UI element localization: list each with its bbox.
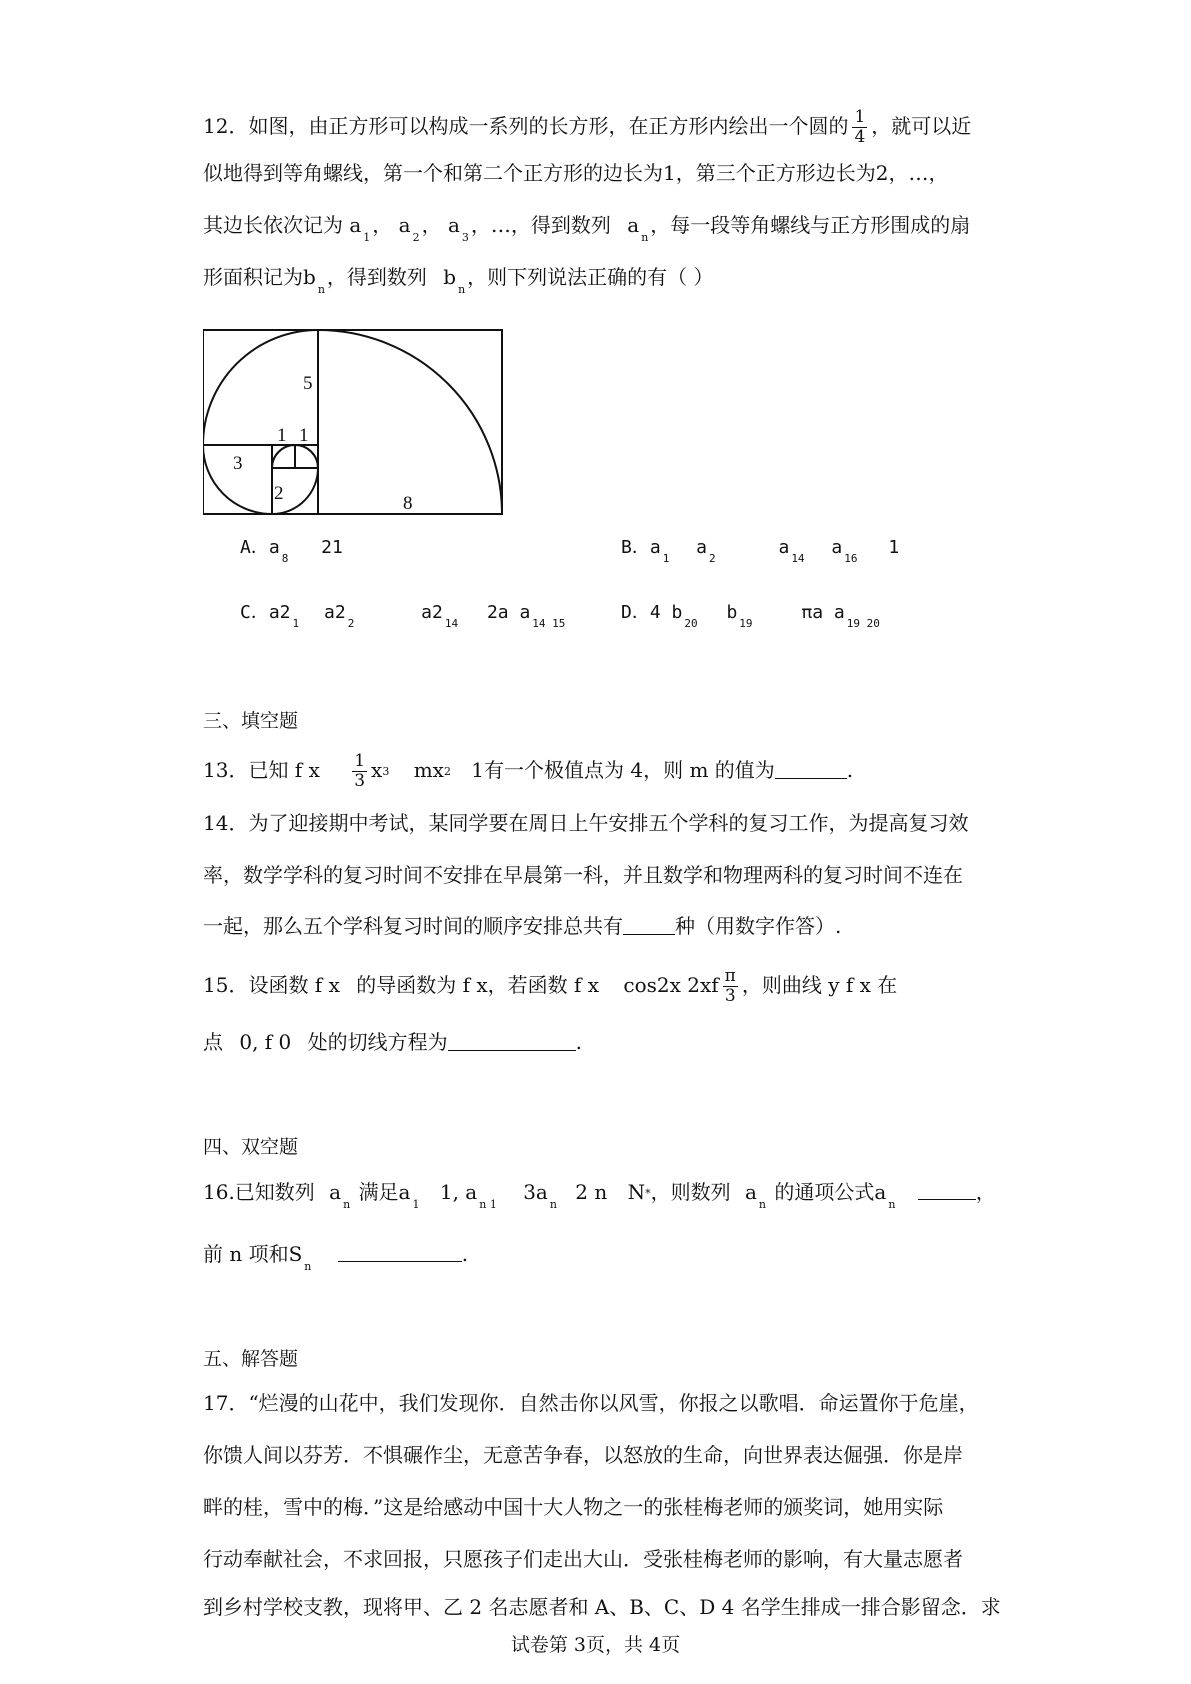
answer-blank[interactable] (448, 1032, 576, 1051)
q12-text: ，得到数列 (326, 265, 427, 289)
q12-text: ，就可以近 (871, 114, 972, 138)
fraction (852, 108, 867, 147)
page-footer: 试卷第 3页，共 4页 (510, 1634, 681, 1656)
option-c: C．$a2_1$ $a2_2$ $a2_{14}$ 2a $a_{14 15}$ (240, 602, 566, 630)
q17-line-1: 17．“烂漫的山花中，我们发现你．自然击你以风雪，你报之以歌唱．命运置你于危崖， (203, 1391, 979, 1415)
q15-line-2: 点 0, f 0 处的切线方程为 . (203, 1030, 583, 1054)
math-b: b (443, 265, 457, 289)
subscript: n (458, 283, 466, 296)
subscript: 2 (412, 231, 420, 244)
option-label: C． (240, 602, 269, 623)
label-2: 2 (274, 483, 284, 504)
option-label: A． (240, 537, 269, 558)
subscript: 1 (363, 231, 371, 244)
answer-blank[interactable] (623, 916, 675, 935)
q12-line-3 (203, 212, 970, 242)
q12-text: 形面积记为 (203, 265, 303, 289)
label-1a: 1 (277, 425, 287, 446)
math-b: b (303, 265, 316, 289)
q12-text: ，则下列说法正确的有（ ） (467, 265, 714, 289)
q12-line-4 (203, 264, 714, 294)
label-5: 5 (303, 373, 313, 394)
q13-line: 13．已知 f x $\frac{1}{3}$ x3 mx2 1有一个极值点为 4，则 m 的值为 . (203, 751, 854, 791)
q17-line-5: 到乡村学校支教，现将甲、乙 2 名志愿者和 A、B、C、D 4 名学生排成一排合影留念．求 (203, 1595, 1001, 1619)
q16-line-2: 前 n 项和$S_n$ . (203, 1242, 469, 1273)
q17-line-4: 行动奉献社会，不求回报，只愿孩子们走出大山．受张桂梅老师的影响，有大量志愿者 (203, 1547, 963, 1571)
section-title-answer: 五、解答题 (203, 1348, 299, 1370)
q17-line-3: 畔的桂，雪中的梅．”这是给感动中国十大人物之一的张桂梅老师的颁奖词，她用实际 (203, 1495, 944, 1519)
square-8 (318, 330, 502, 514)
section-title-double-blank: 四、双空题 (203, 1136, 299, 1158)
punct: ， (421, 213, 442, 237)
q12-line-2 (203, 160, 948, 186)
q12-text: 似地得到等角螺线，第一个和第二个正方形的边长为1，第三个正方形边长为2，…， (203, 161, 949, 185)
option-a: A．$a_8$ 21 (240, 537, 343, 565)
option-label: D． (621, 602, 650, 623)
q15-line-1: 15．设函数 f x 的导函数为 f x，若函数 f x cos2x 2xf $\frac{\pi}{3}$ ，则曲线 y f x 在 (203, 966, 898, 1006)
fraction-numerator: 1 (854, 107, 866, 127)
math-a: a (447, 213, 460, 237)
label-3: 3 (233, 453, 243, 474)
option-d: D．4 $b_{20}$ $b_{19}$ πa $a_{19 20}$ (621, 602, 880, 630)
spiral-figure (203, 329, 503, 515)
fraction: $\frac{1}{3}$ (354, 751, 366, 791)
option-b: B．$a_1$ $a_2$ $a_{14}$ $a_{16}$ 1 (621, 537, 900, 565)
fraction-denominator: 4 (854, 127, 866, 147)
math-a: a (398, 213, 411, 237)
q13-text: 13．已知 f x (203, 758, 320, 782)
section-title-fill-blank: 三、填空题 (203, 710, 299, 732)
q12-text: ，每一段等角螺线与正方形围成的扇 (650, 213, 971, 237)
q14-line-1: 14．为了迎接期中考试，某同学要在周日上午安排五个学科的复习工作，为提高复习效 (203, 811, 969, 835)
q17-line-2: 你馈人间以芬芳．不惧碾作尘，无意苦争春，以怒放的生命，向世界表达倔强．你是岸 (203, 1443, 963, 1467)
label-1b: 1 (299, 425, 309, 446)
answer-blank[interactable] (775, 760, 847, 779)
spiral-curve (203, 330, 502, 514)
subscript: n (317, 283, 325, 296)
q14-line-3: 一起，那么五个学科复习时间的顺序安排总共有 种（用数字作答）. (203, 914, 842, 938)
subscript: n (641, 231, 649, 244)
answer-blank-1[interactable] (918, 1181, 976, 1200)
q12-text: 12．如图，由正方形可以构成一系列的长方形，在正方形内绘出一个圆的 (203, 114, 849, 138)
q14-line-2: 率，数学学科的复习时间不安排在早晨第一科，并且数学和物理两科的复习时间不连在 (203, 863, 963, 887)
label-8: 8 (403, 493, 413, 514)
answer-blank-2[interactable] (338, 1243, 462, 1262)
q12-text: ，…，得到数列 (470, 213, 611, 237)
q16-line-1: 16.已知数列 $a_n$ 满足$a_1$ 1, $a_{n 1}$ $3a_n$ 2 n N*，则数列 $a_n$ 的通项公式$a_n$ ， (203, 1180, 996, 1211)
math-a: a (349, 213, 362, 237)
subscript: 3 (461, 231, 469, 244)
punct: ， (372, 213, 393, 237)
q12-text: 其边长依次记为 (203, 213, 343, 237)
q12-line-1 (203, 108, 971, 147)
option-label: B． (621, 537, 650, 558)
math-a: a (627, 213, 640, 237)
fraction: $\frac{\pi}{3}$ (724, 966, 736, 1006)
